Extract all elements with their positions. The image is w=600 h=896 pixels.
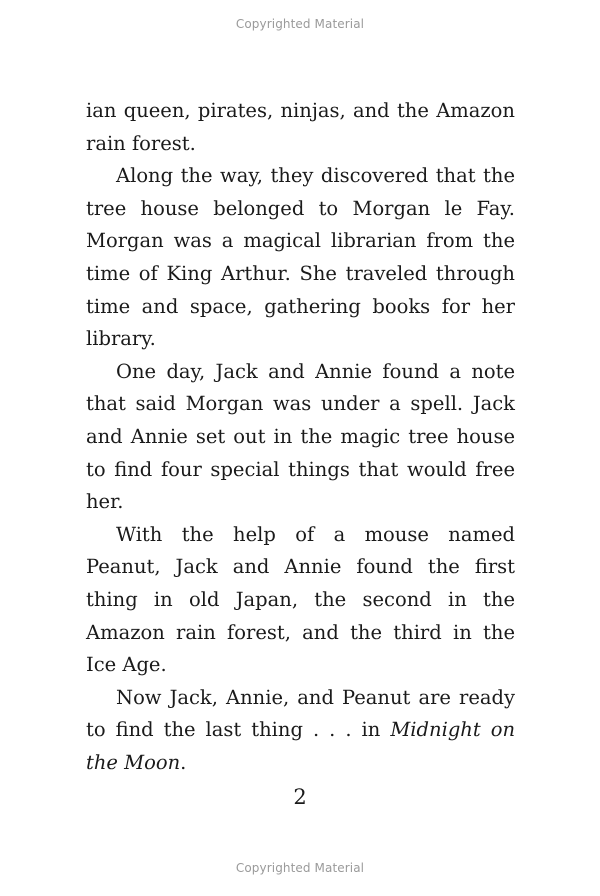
- paragraph-1: ian queen, pirates, ninjas, and the Amazon rain forest.: [86, 99, 515, 155]
- paragraph-4: With the help of a mouse named Peanut, Jack and Annie found the first thing in old Japan, the second in the Amazon rain forest, and the third in the Ice Age.: [86, 522, 515, 677]
- paragraph-2: Along the way, they discovered that the tree house belonged to Morgan le Fay. Morgan was a magical librarian from the time of King Arthur. She traveled through time and space, gathering books for her library.: [86, 164, 515, 351]
- paragraph-3: One day, Jack and Annie found a note that said Morgan was under a spell. Jack and Annie set out in the magic tree house to find four special things that would free her.: [86, 359, 515, 514]
- paragraph-5-end: .: [180, 750, 187, 774]
- page-body: [86, 95, 515, 779]
- copyright-watermark-top: Copyrighted Material: [235, 17, 365, 31]
- copyright-watermark-bottom: Copyrighted Material: [235, 861, 365, 875]
- paragraph-5-text: Now Jack, Annie, and Peanut are ready to find the last thing . . . in: [86, 685, 515, 742]
- paragraph-5: [86, 682, 515, 780]
- book-title: Midnight on the Moon: [86, 718, 516, 774]
- page-number: 2: [293, 785, 307, 809]
